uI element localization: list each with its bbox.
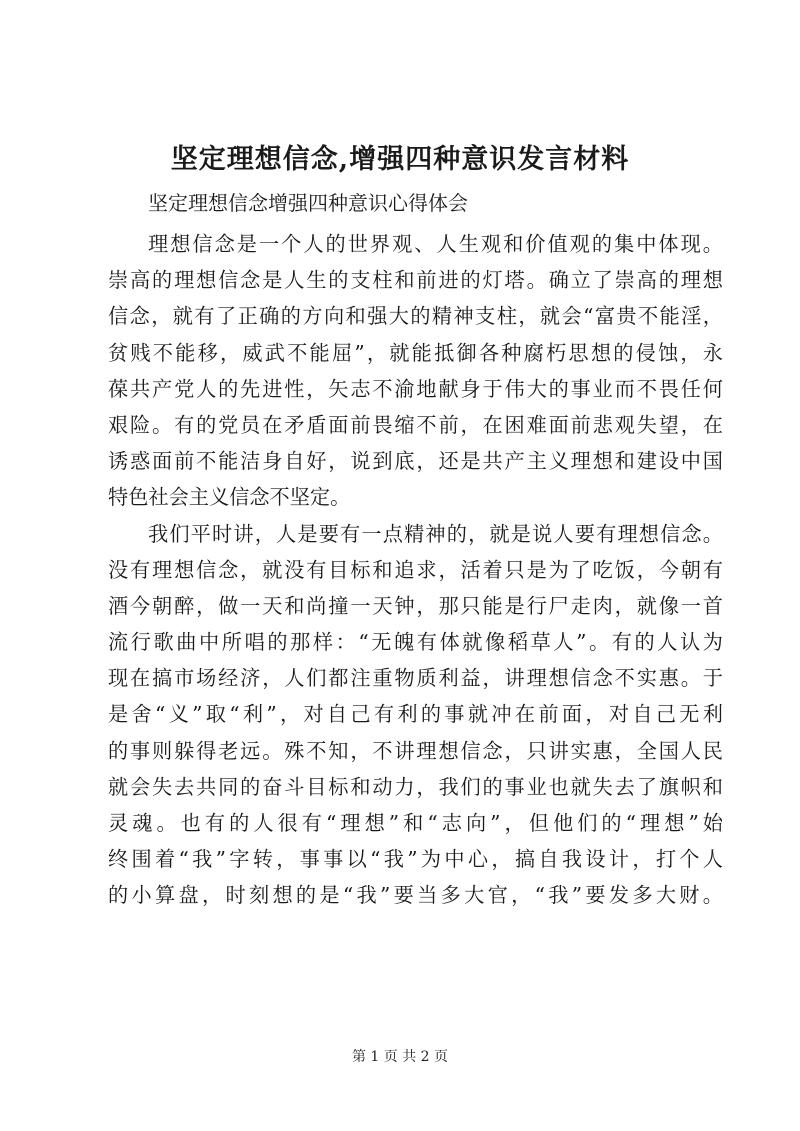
paragraph-line: 崇高的理想信念是人生的支柱和前进的灯塔。确立了崇高的理想: [108, 268, 723, 293]
paragraph-line: 我们平时讲，人是要有一点精神的，就是说人要有理想信念。: [148, 521, 723, 546]
paragraph-line: 没有理想信念，就没有目标和追求，活着只是为了吃饭，今朝有: [108, 557, 723, 582]
document-subtitle: 坚定理想信念增强四种意识心得体会: [148, 191, 468, 215]
paragraph-line: 葆共产党人的先进性，矢志不渝地献身于伟大的事业而不畏任何: [108, 376, 723, 401]
paragraph-line: 终围着“我”字转，事事以“我”为中心，搞自我设计，打个人: [108, 847, 723, 872]
paragraph-1: [108, 226, 723, 516]
paragraph-line: 现在搞市场经济，人们都注重物质利益，讲理想信念不实惠。于: [108, 666, 723, 691]
paragraph-line: 灵魂。也有的人很有“理想”和“志向”，但他们的“理想”始: [108, 811, 723, 835]
paragraph-line: 理想信念是一个人的世界观、人生观和价值观的集中体现。: [148, 232, 723, 256]
page-footer: 第 1 页 共 2 页: [351, 1049, 449, 1065]
paragraph-line: 特色社会主义信念不坚定。: [108, 485, 351, 510]
paragraph-line: 是舍“义”取“利”，对自己有利的事就冲在前面，对自己无利: [108, 702, 723, 727]
document-title: 坚定理想信念,增强四种意识发言材料: [170, 144, 630, 175]
paragraph-line: 的事则躲得老远。殊不知，不讲理想信念，只讲实惠，全国人民: [108, 738, 723, 763]
paragraph-2: [108, 516, 723, 914]
paragraph-line: 艰险。有的党员在矛盾面前畏缩不前，在困难面前悲观失望，在: [108, 412, 723, 437]
paragraph-line: 流行歌曲中所唱的那样：“无魄有体就像稻草人”。有的人认为: [108, 630, 723, 655]
paragraph-line: 的小算盘，时刻想的是“我”要当多大官，“我”要发多大财。: [108, 883, 723, 908]
document-body: [108, 226, 723, 914]
paragraph-line: 信念，就有了正确的方向和强大的精神支柱，就会“富贵不能淫，: [108, 304, 723, 329]
paragraph-line: 酒今朝醉，做一天和尚撞一天钟，那只能是行尸走肉，就像一首: [108, 593, 723, 618]
paragraph-line: 就会失去共同的奋斗目标和动力，我们的事业也就失去了旗帜和: [108, 774, 723, 799]
paragraph-line: 贫贱不能移，威武不能屈”，就能抵御各种腐朽思想的侵蚀，永: [108, 340, 723, 365]
paragraph-line: 诱惑面前不能洁身自好，说到底，还是共产主义理想和建设中国: [108, 449, 723, 474]
